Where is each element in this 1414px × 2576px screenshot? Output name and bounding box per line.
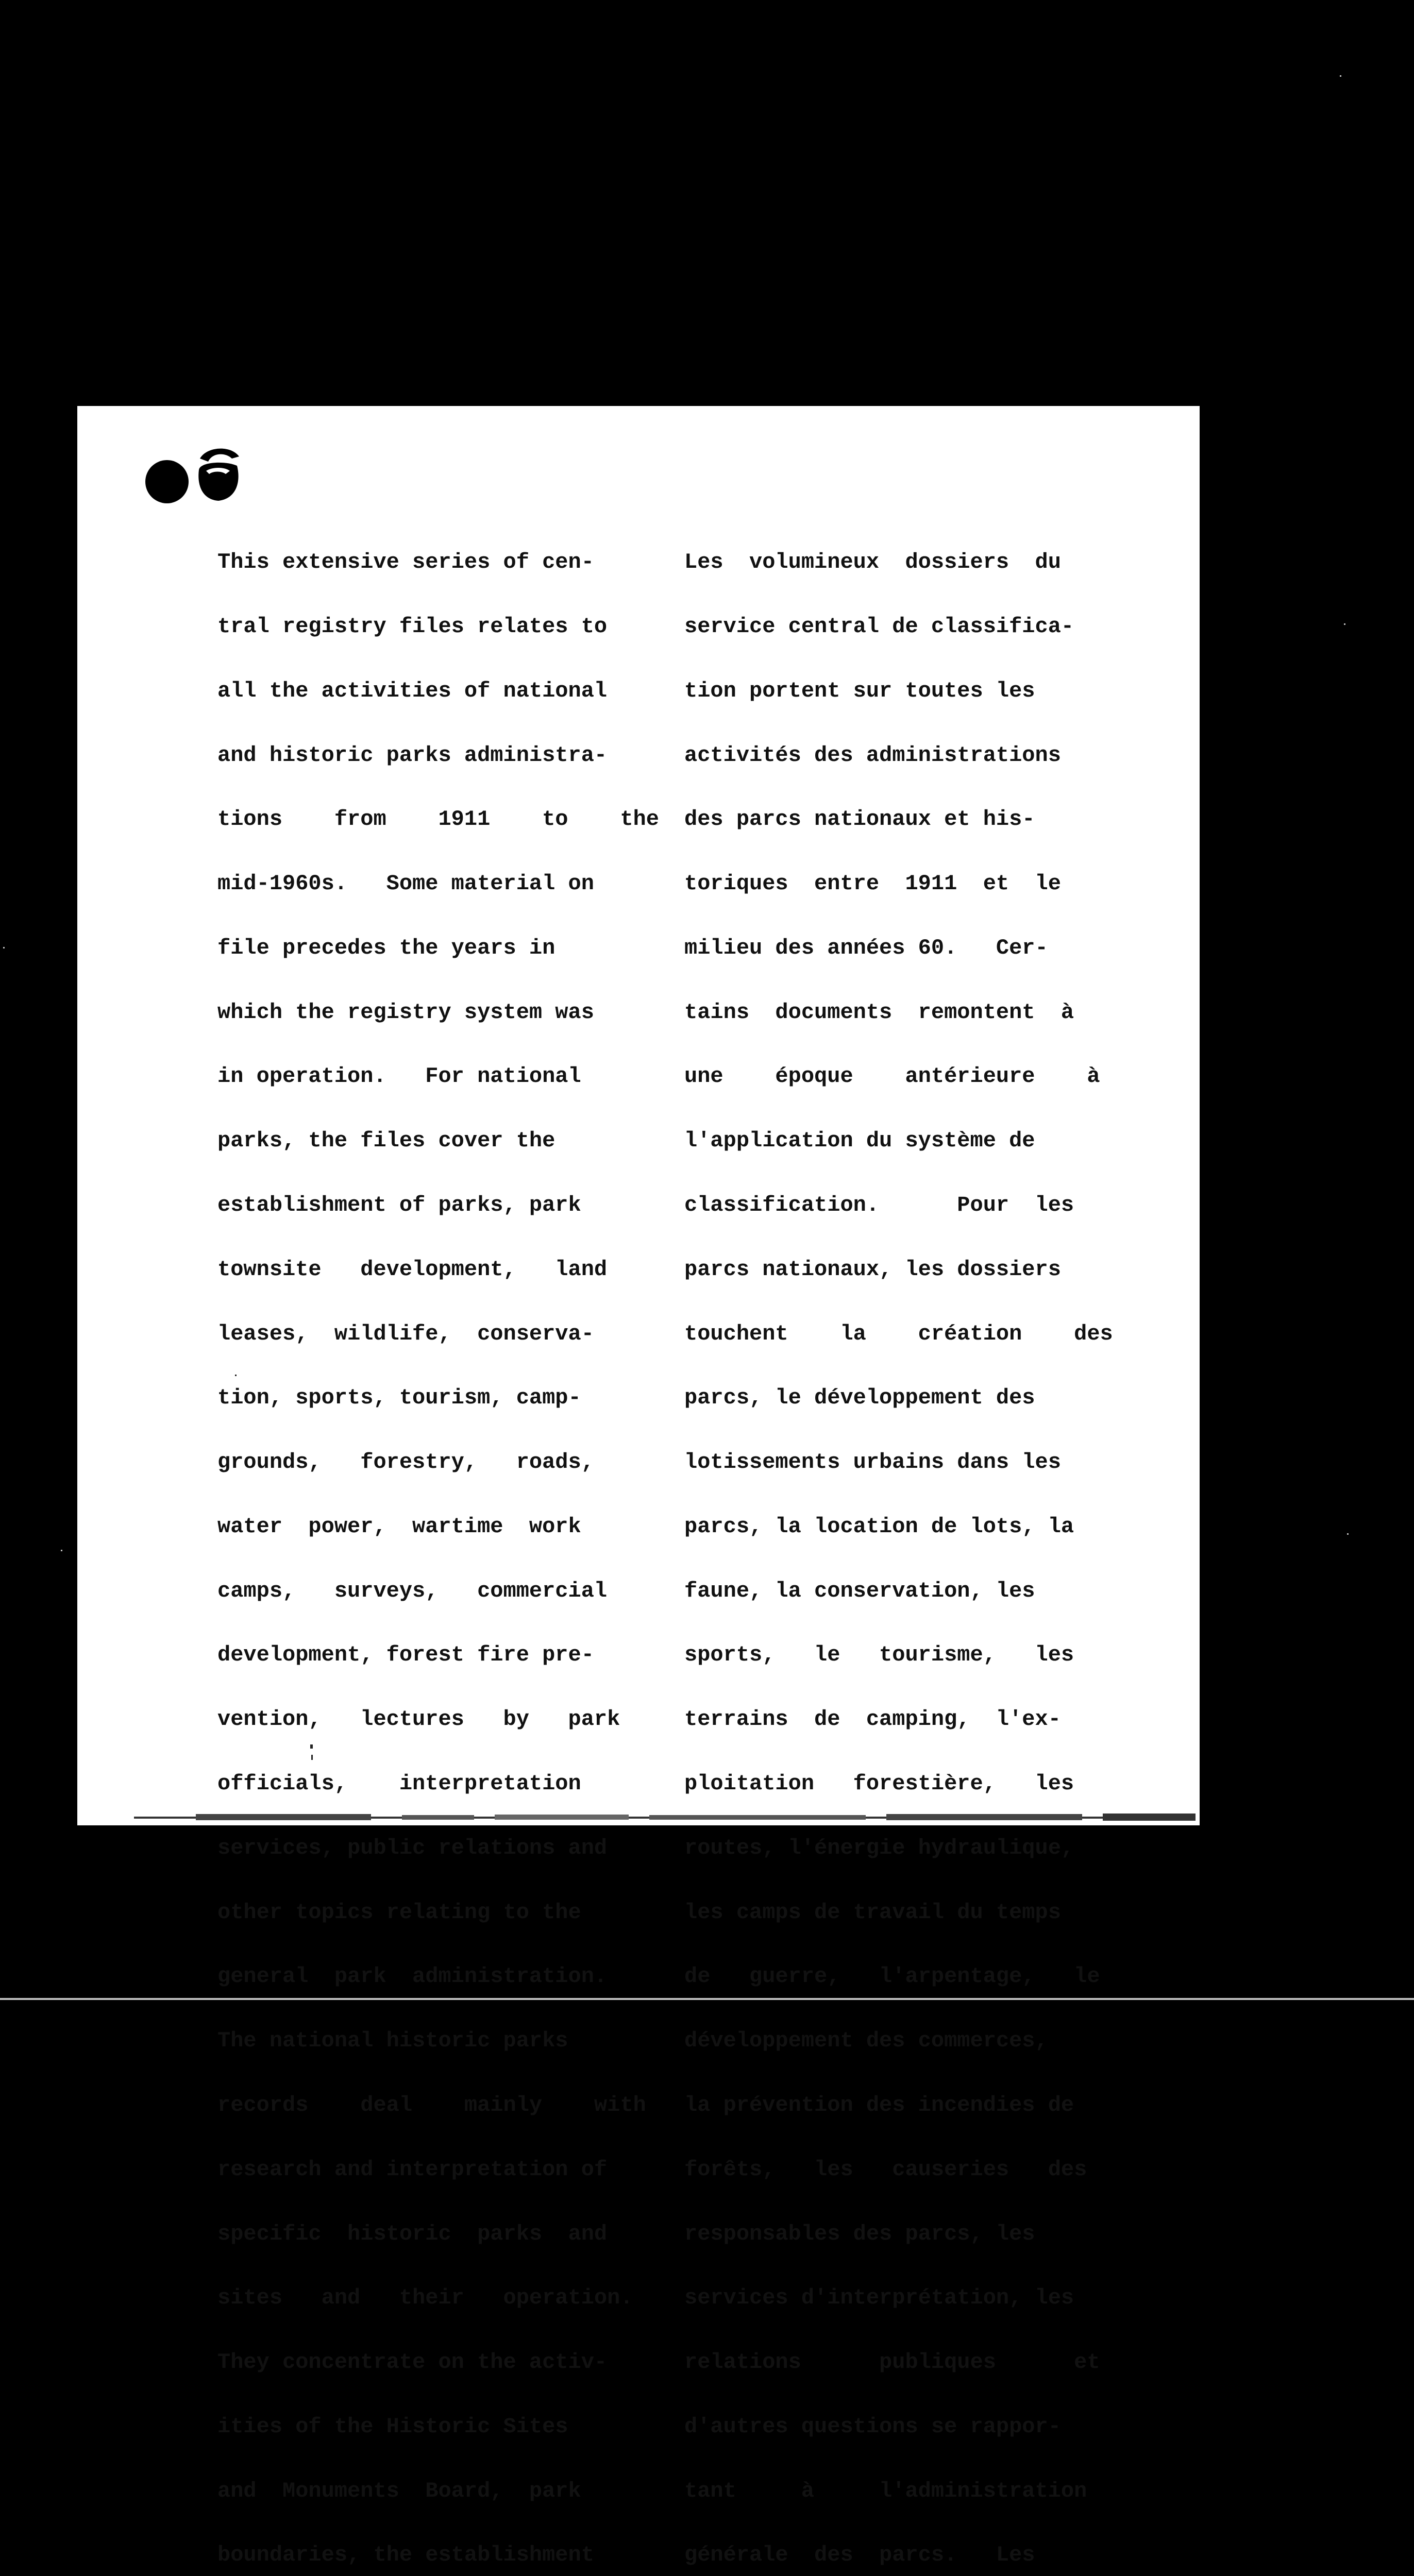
bottom-edge-smudge: [134, 1812, 1196, 1823]
french-line: Les volumineux dossiers du: [684, 550, 1061, 575]
english-line: The national historic parks: [217, 2028, 568, 2054]
french-line: sports, le tourisme, les: [684, 1642, 1074, 1668]
french-line: développement des commerces,: [684, 2028, 1048, 2054]
english-line: research and interpretation of: [217, 2157, 608, 2182]
english-line: leases, wildlife, conserva-: [217, 1321, 594, 1346]
english-line: tions from 1911 to the: [217, 807, 659, 832]
french-line: faune, la conservation, les: [684, 1578, 1035, 1603]
french-line: générale des parcs. Les: [684, 2543, 1035, 2568]
scanner-dot: [1344, 623, 1345, 625]
english-column: [217, 509, 659, 2576]
english-line: camps, surveys, commercial: [217, 1578, 608, 1603]
french-line: tion portent sur toutes les: [684, 678, 1035, 703]
french-line: parcs nationaux, les dossiers: [684, 1257, 1061, 1282]
french-line: routes, l'énergie hydraulique,: [684, 1835, 1074, 1860]
english-line: vention, lectures by park: [217, 1707, 620, 1732]
french-line: les camps de travail du temps: [684, 1900, 1061, 1925]
english-line: which the registry system was: [217, 999, 594, 1025]
french-line: une époque antérieure à: [684, 1064, 1100, 1089]
english-line: specific historic parks and: [217, 2221, 608, 2246]
english-line: grounds, forestry, roads,: [217, 1450, 594, 1475]
scanner-dot: [1347, 1533, 1349, 1535]
english-line: file precedes the years in: [217, 935, 556, 960]
french-line: d'autres questions se rappor-: [684, 2414, 1061, 2439]
french-line: tains documents remontent à: [684, 999, 1074, 1025]
tab-mark-icon: [195, 441, 242, 503]
english-line: in operation. For national: [217, 1064, 581, 1089]
french-line: relations publiques et: [684, 2350, 1100, 2375]
french-line: toriques entre 1911 et le: [684, 871, 1061, 896]
scanner-dot: [3, 947, 5, 948]
french-line: services d'interprétation, les: [684, 2285, 1074, 2311]
english-line: boundaries, the establishment: [217, 2543, 594, 2568]
english-line: all the activities of national: [217, 678, 608, 703]
scan-speck: [311, 1755, 313, 1760]
english-line: This extensive series of cen-: [217, 550, 594, 575]
french-line: ploitation forestière, les: [684, 1771, 1074, 1797]
french-line: parcs, le développement des: [684, 1385, 1035, 1411]
french-line: terrains de camping, l'ex-: [684, 1707, 1061, 1732]
french-line: responsables des parcs, les: [684, 2221, 1035, 2246]
english-line: and historic parks administra-: [217, 742, 608, 768]
french-line: milieu des années 60. Cer-: [684, 935, 1048, 960]
scan-speck: [310, 1744, 313, 1749]
french-line: parcs, la location de lots, la: [684, 1514, 1074, 1539]
english-line: water power, wartime work: [217, 1514, 581, 1539]
punch-hole: [145, 460, 189, 503]
english-line: sites and their operation.: [217, 2285, 633, 2311]
english-line: townsite development, land: [217, 1257, 608, 1282]
french-line: l'application du système de: [684, 1128, 1035, 1154]
english-line: and Monuments Board, park: [217, 2478, 581, 2503]
english-line: parks, the files cover the: [217, 1128, 556, 1154]
english-line: They concentrate on the activ-: [217, 2350, 608, 2375]
english-line: mid-1960s. Some material on: [217, 871, 594, 896]
document-page: [77, 406, 1200, 2568]
scanner-dot: [61, 1550, 62, 1551]
english-line: other topics relating to the: [217, 1900, 581, 1925]
scan-speck: [235, 1375, 237, 1376]
english-line: tion, sports, tourism, camp-: [217, 1385, 581, 1411]
english-line: development, forest fire pre-: [217, 1642, 594, 1668]
english-line: establishment of parks, park: [217, 1193, 581, 1217]
french-line: tant à l'administration: [684, 2478, 1087, 2503]
scanner-dot: [1340, 75, 1341, 77]
scanner-line: [0, 1998, 1414, 2000]
english-line: services, public relations and: [217, 1835, 608, 1860]
english-line: records deal mainly with: [217, 2092, 646, 2117]
french-line: la prévention des incendies de: [684, 2092, 1074, 2117]
english-line: general park administration.: [217, 1964, 608, 1989]
french-line: service central de classifica-: [684, 614, 1074, 639]
french-line: de guerre, l'arpentage, le: [684, 1964, 1100, 1989]
french-line: touchent la création des: [684, 1321, 1113, 1346]
french-line: des parcs nationaux et his-: [684, 807, 1035, 832]
english-line: officials, interpretation: [217, 1771, 581, 1797]
french-line: forêts, les causeries des: [684, 2157, 1087, 2182]
english-line: tral registry files relates to: [217, 614, 608, 639]
french-line: lotissements urbains dans les: [684, 1450, 1061, 1475]
french-line: classification. Pour les: [684, 1193, 1074, 1217]
english-line: ities of the Historic Sites: [217, 2414, 568, 2439]
french-column: [684, 509, 1123, 2576]
french-line: activités des administrations: [684, 742, 1061, 768]
